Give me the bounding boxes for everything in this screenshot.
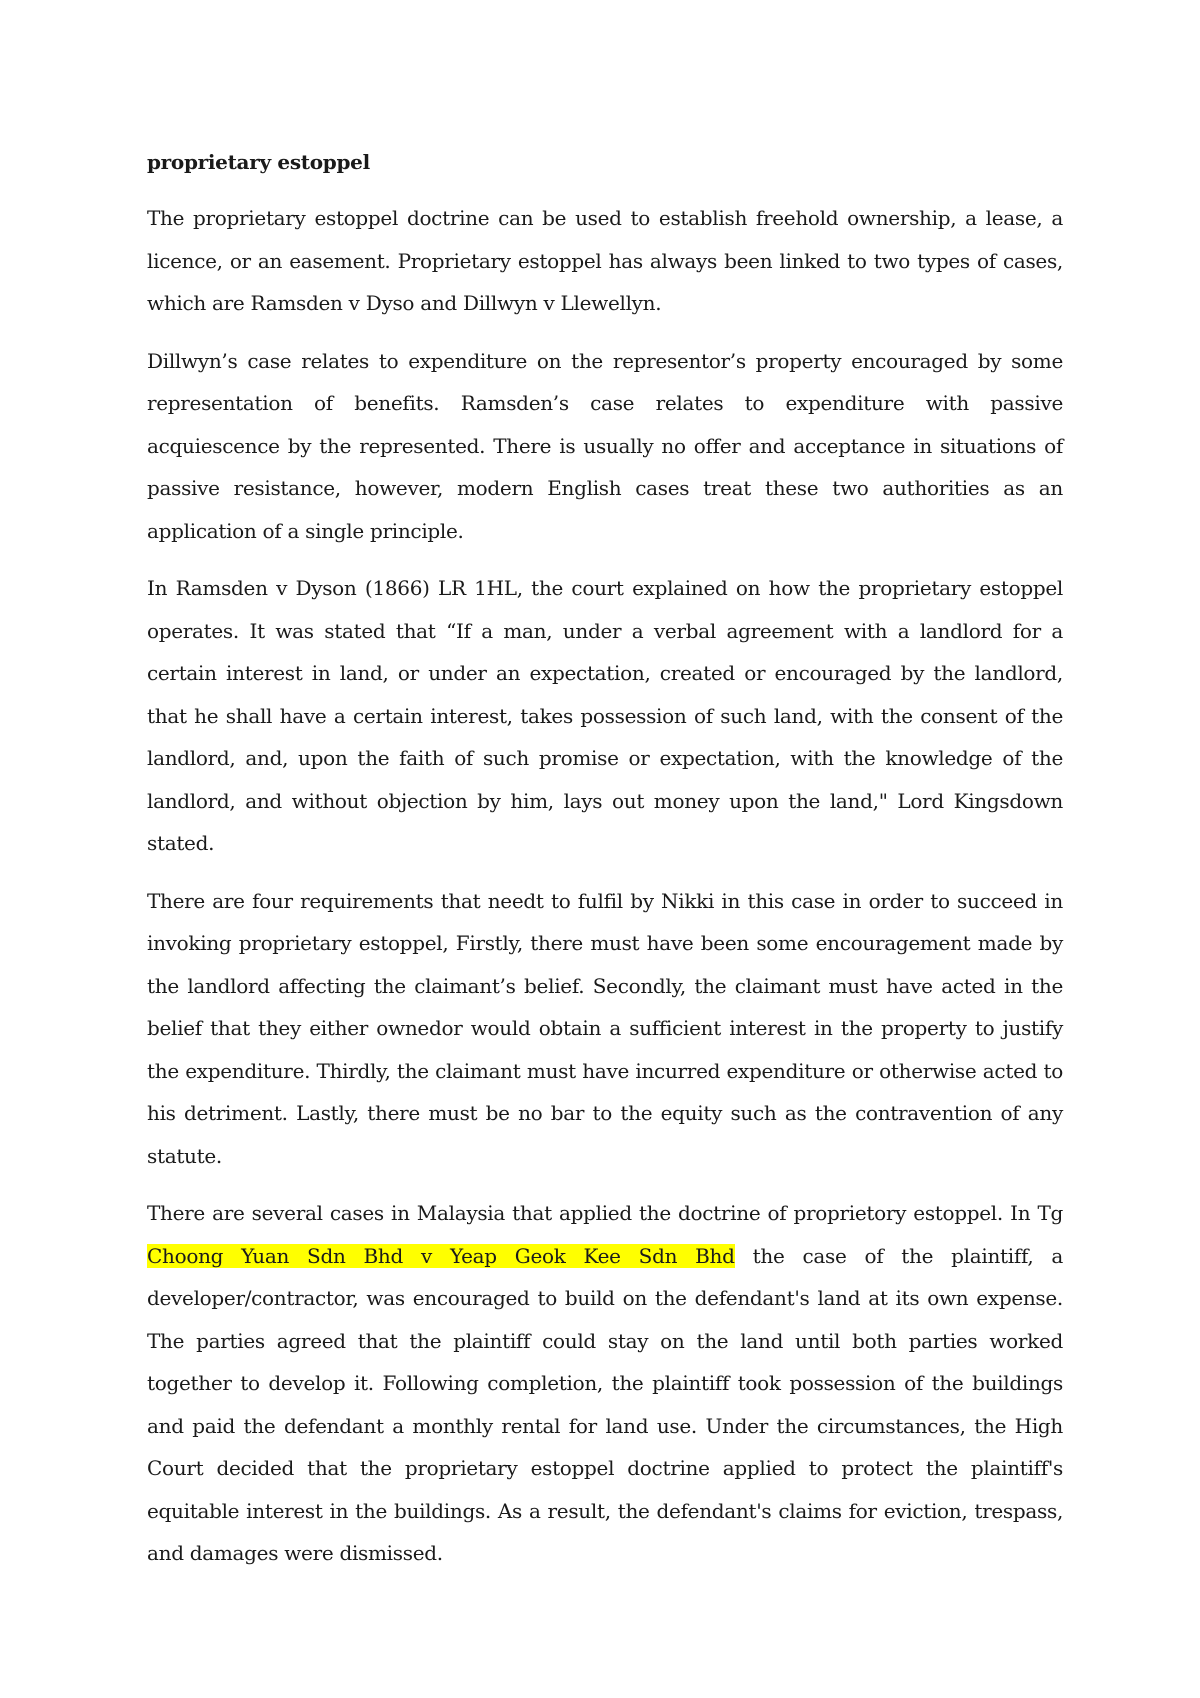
paragraph-malaysia-cases [147, 1192, 1063, 1575]
paragraph-malaysia-cases-body: the case of the plaintiff, a developer/contractor, was encouraged to build on the defendant's land at its own expense. The parties agreed that the plaintiff could stay on the land until both parties worked together to develop it. Following completion, the plaintiff took possession of the buildings and paid the defendant a monthly rental for land use. Under the circumstances, the High Court decided that the proprietary estoppel doctrine applied to protect the plaintiff's equitable interest in the buildings. As a result, the defendant's claims for eviction, trespass, and damages were dismissed. [147, 1243, 1064, 1565]
highlighted-case-name: Choong Yuan Sdn Bhd v Yeap Geok Kee Sdn Bhd [147, 1243, 735, 1268]
document-body [147, 141, 1063, 1590]
paragraph-dillwyn-case: Dillwyn’s case relates to expenditure on the representor’s property encouraged by some representation of benefits. Ramsden’s case relates to expenditure with passive acquiescence by the represented. There is usually no offer and acceptance in situations of passive resistance, however, modern English cases treat these two authorities as an application of a single principle. [147, 348, 1063, 543]
paragraph-four-requirements: There are four requirements that needt to fulfil by Nikki in this case in order to succeed in invoking proprietary estoppel, Firstly, there must have been some encouragement made by the landlord affecting the claimant’s belief. Secondly, the claimant must have acted in the belief that they either ownedor would obtain a sufficient interest in the property to justify the expenditure. Thirdly, the claimant must have incurred expenditure or otherwise acted to his detriment. Lastly, there must be no bar to the equity such as the contravention of any statute. [147, 888, 1063, 1168]
document-title: proprietary estoppel [147, 150, 370, 174]
paragraph-ramsden-v-dyson: In Ramsden v Dyson (1866) LR 1HL, the court explained on how the proprietary estoppel operates. It was stated that “If a man, under a verbal agreement with a landlord for a certain interest in land, or under an expectation, created or encouraged by the landlord, that he shall have a certain interest, takes possession of such land, with the consent of the landlord, and, upon the faith of such promise or expectation, with the knowledge of the landlord, and without objection by him, lays out money upon the land," Lord Kingsdown stated. [147, 576, 1063, 855]
paragraph-intro: The proprietary estoppel doctrine can be used to establish freehold ownership, a lease, a licence, or an easement. Proprietary estoppel has always been linked to two types of cases, which are Ramsden v Dyso and Dillwyn v Llewellyn. [147, 206, 1063, 315]
paragraph-malaysia-cases-intro: There are several cases in Malaysia that applied the doctrine of proprietory estoppel. In Tg [147, 1201, 1063, 1225]
